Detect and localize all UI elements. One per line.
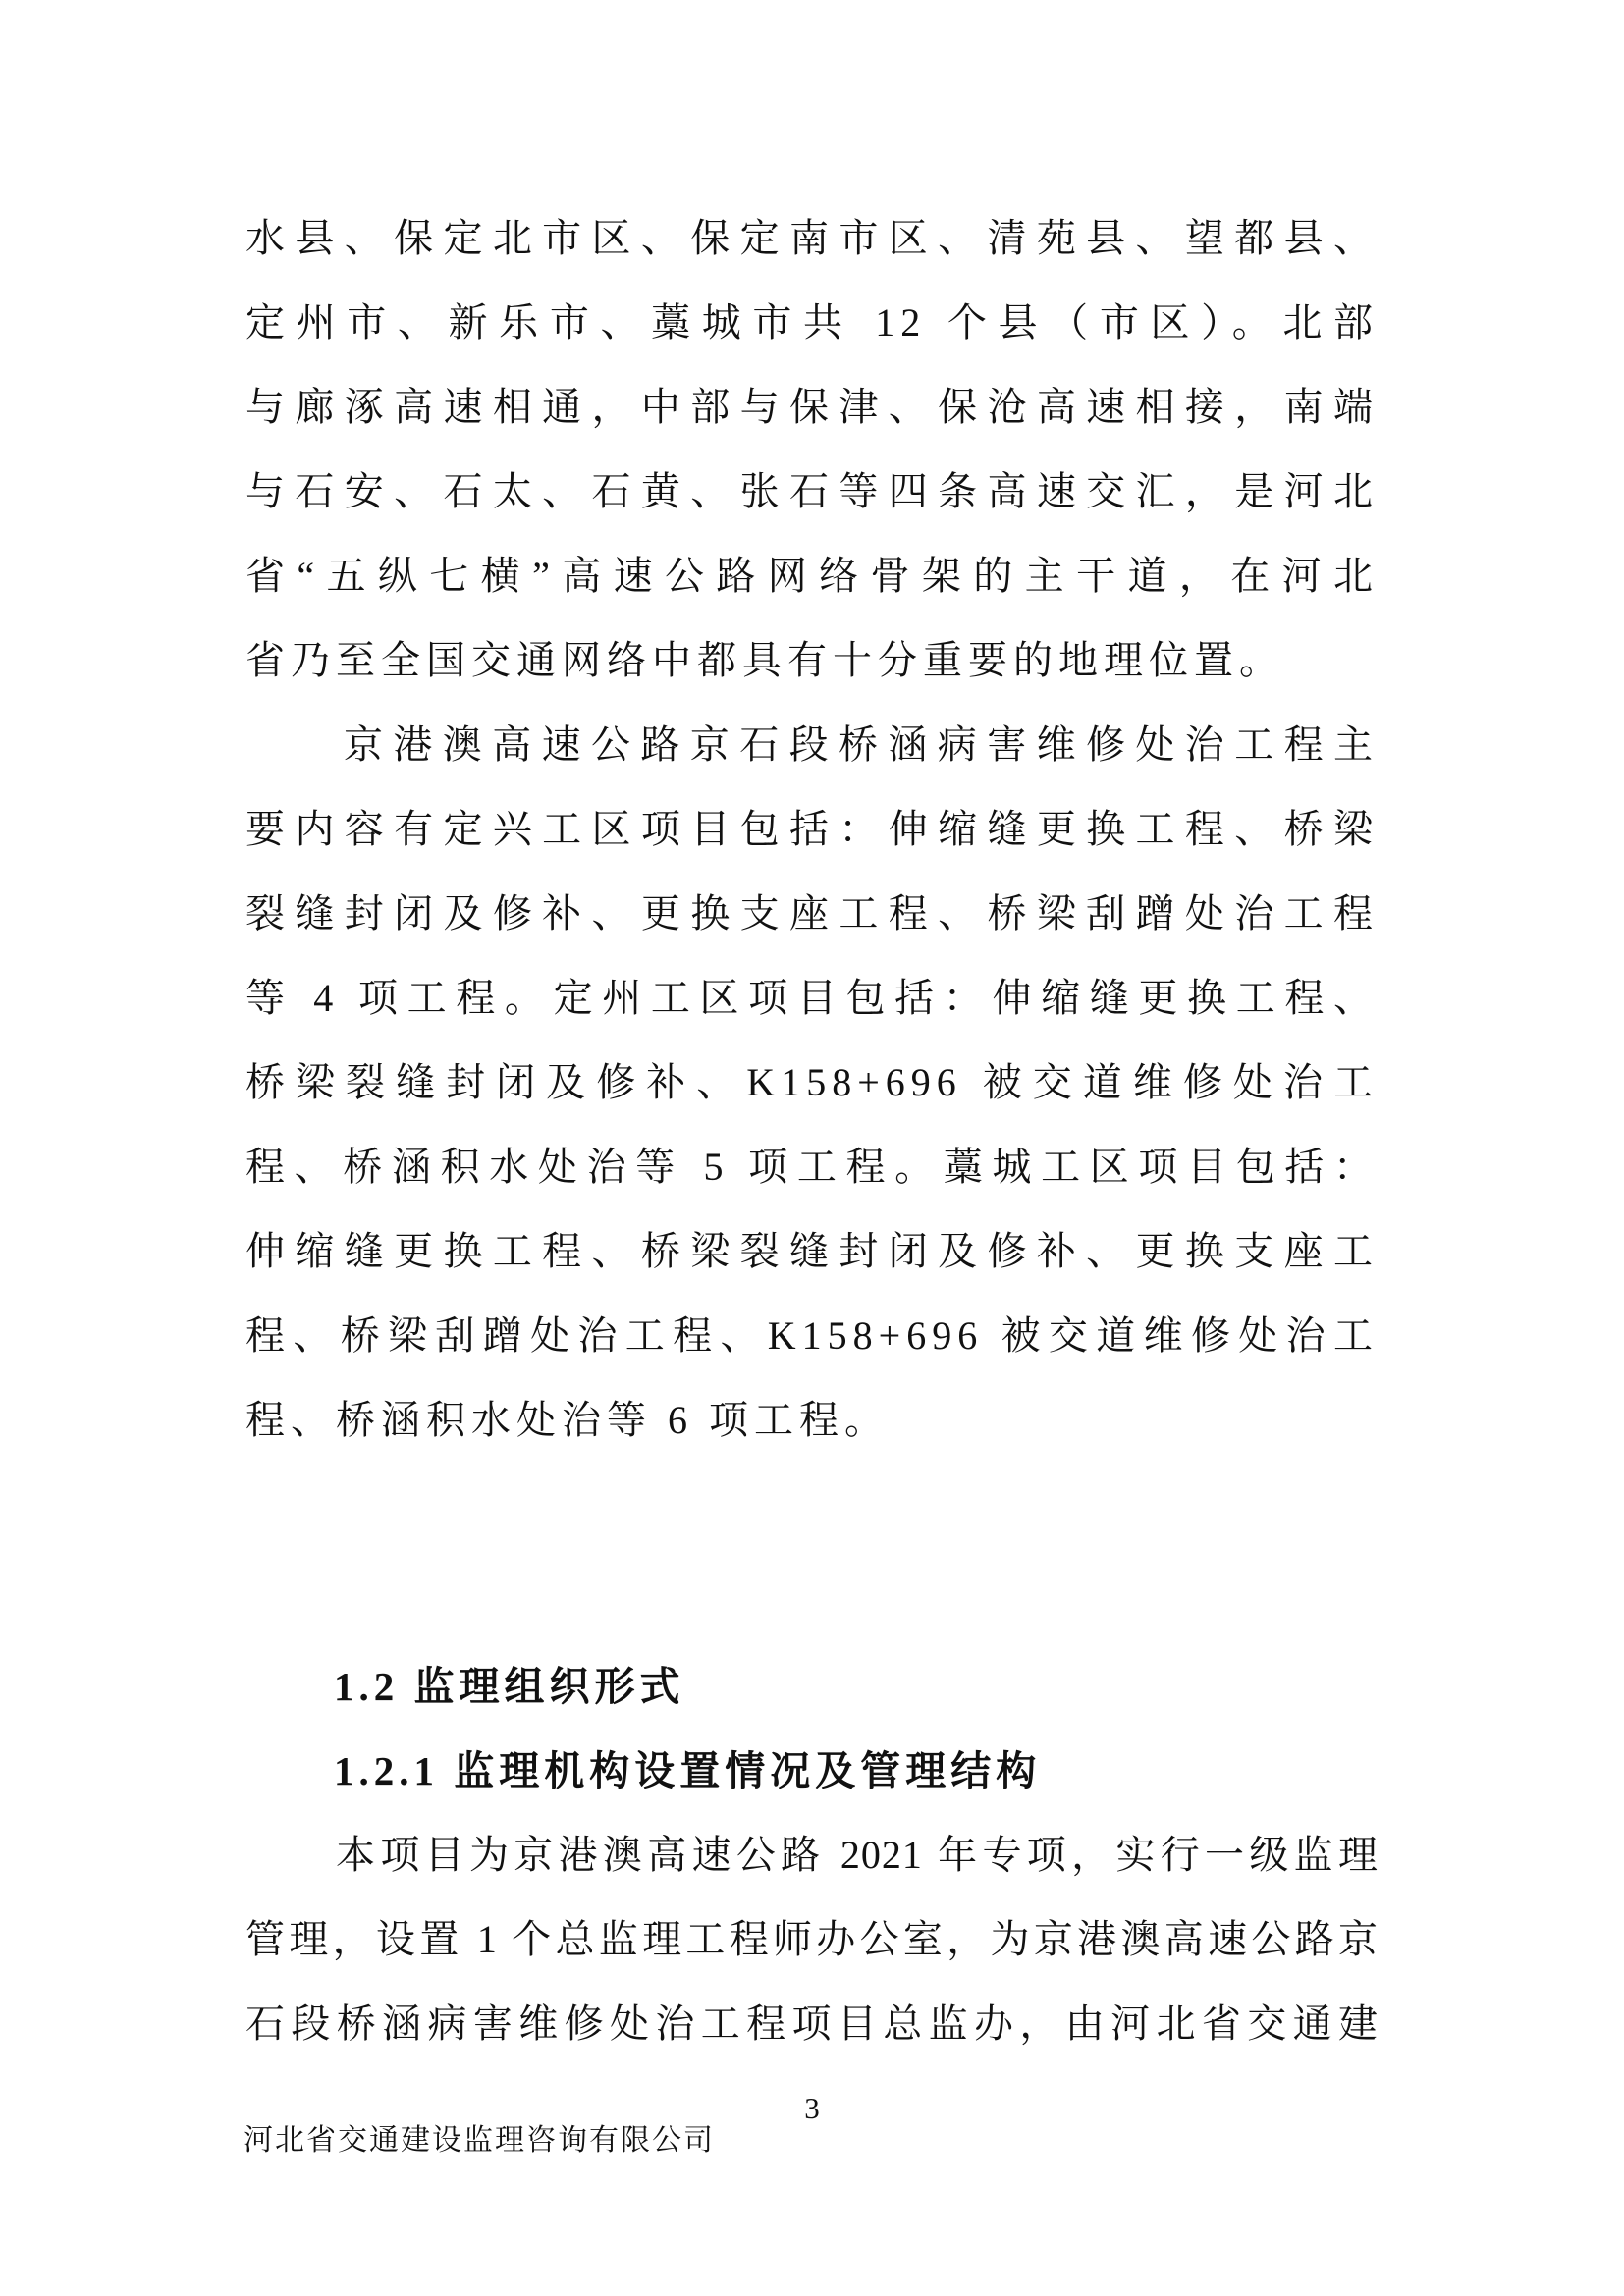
text-line: 与廊涿高速相通，中部与保津、保沧高速相接，南端 [245, 385, 1379, 429]
page-body-text [245, 196, 1379, 2066]
blank-space [245, 1463, 1379, 1644]
text-line: 省“五纵七横”高速公路网络骨架的主干道，在河北 [245, 554, 1379, 598]
text-line: 本项目为京港澳高速公路 2021 年专项，实行一级监理 [336, 1833, 1379, 1877]
heading-supervision-organization: 1.2 监理组织形式 [334, 1664, 685, 1709]
heading-supervision-structure: 1.2.1 监理机构设置情况及管理结构 [334, 1748, 1042, 1793]
text-line: 等 4 项工程。定州工区项目包括：伸缩缝更换工程、 [245, 976, 1379, 1020]
text-line: 管理，设置 1 个总监理工程师办公室，为京港澳高速公路京 [245, 1917, 1379, 1961]
footer-company-name: 河北省交通建设监理咨询有限公司 [244, 2124, 715, 2157]
text-line: 裂缝封闭及修补、更换支座工程、桥梁刮蹭处治工程 [245, 891, 1379, 935]
text-line: 程、桥梁刮蹭处治工程、K158+696 被交道维修处治工 [245, 1313, 1379, 1358]
text-line: 桥梁裂缝封闭及修补、K158+696 被交道维修处治工 [245, 1060, 1379, 1104]
text-line: 京港澳高速公路京石段桥涵病害维修处治工程主 [344, 722, 1379, 767]
paragraph-project-contents [245, 703, 1379, 1463]
text-line: 程、桥涵积水处治等 6 项工程。 [245, 1398, 890, 1442]
text-line: 要内容有定兴工区项目包括：伸缩缝更换工程、桥梁 [245, 807, 1379, 851]
text-line: 石段桥涵病害维修处治工程项目总监办，由河北省交通建 [245, 2002, 1379, 2046]
text-line: 与石安、石太、石黄、张石等四条高速交汇，是河北 [245, 469, 1379, 513]
text-line: 程、桥涵积水处治等 5 项工程。藁城工区项目包括： [245, 1145, 1379, 1189]
text-line: 定州市、新乐市、藁城市共 12 个县（市区）。北部 [245, 300, 1379, 345]
page-number: 3 [804, 2091, 820, 2125]
text-line: 水县、保定北市区、保定南市区、清苑县、望都县、 [245, 216, 1379, 260]
text-line: 省乃至全国交通网络中都具有十分重要的地理位置。 [245, 638, 1284, 682]
paragraph-supervision-setup [245, 1813, 1379, 2066]
text-line: 伸缩缝更换工程、桥梁裂缝封闭及修补、更换支座工 [245, 1229, 1379, 1273]
paragraph-region-overview [245, 196, 1379, 703]
